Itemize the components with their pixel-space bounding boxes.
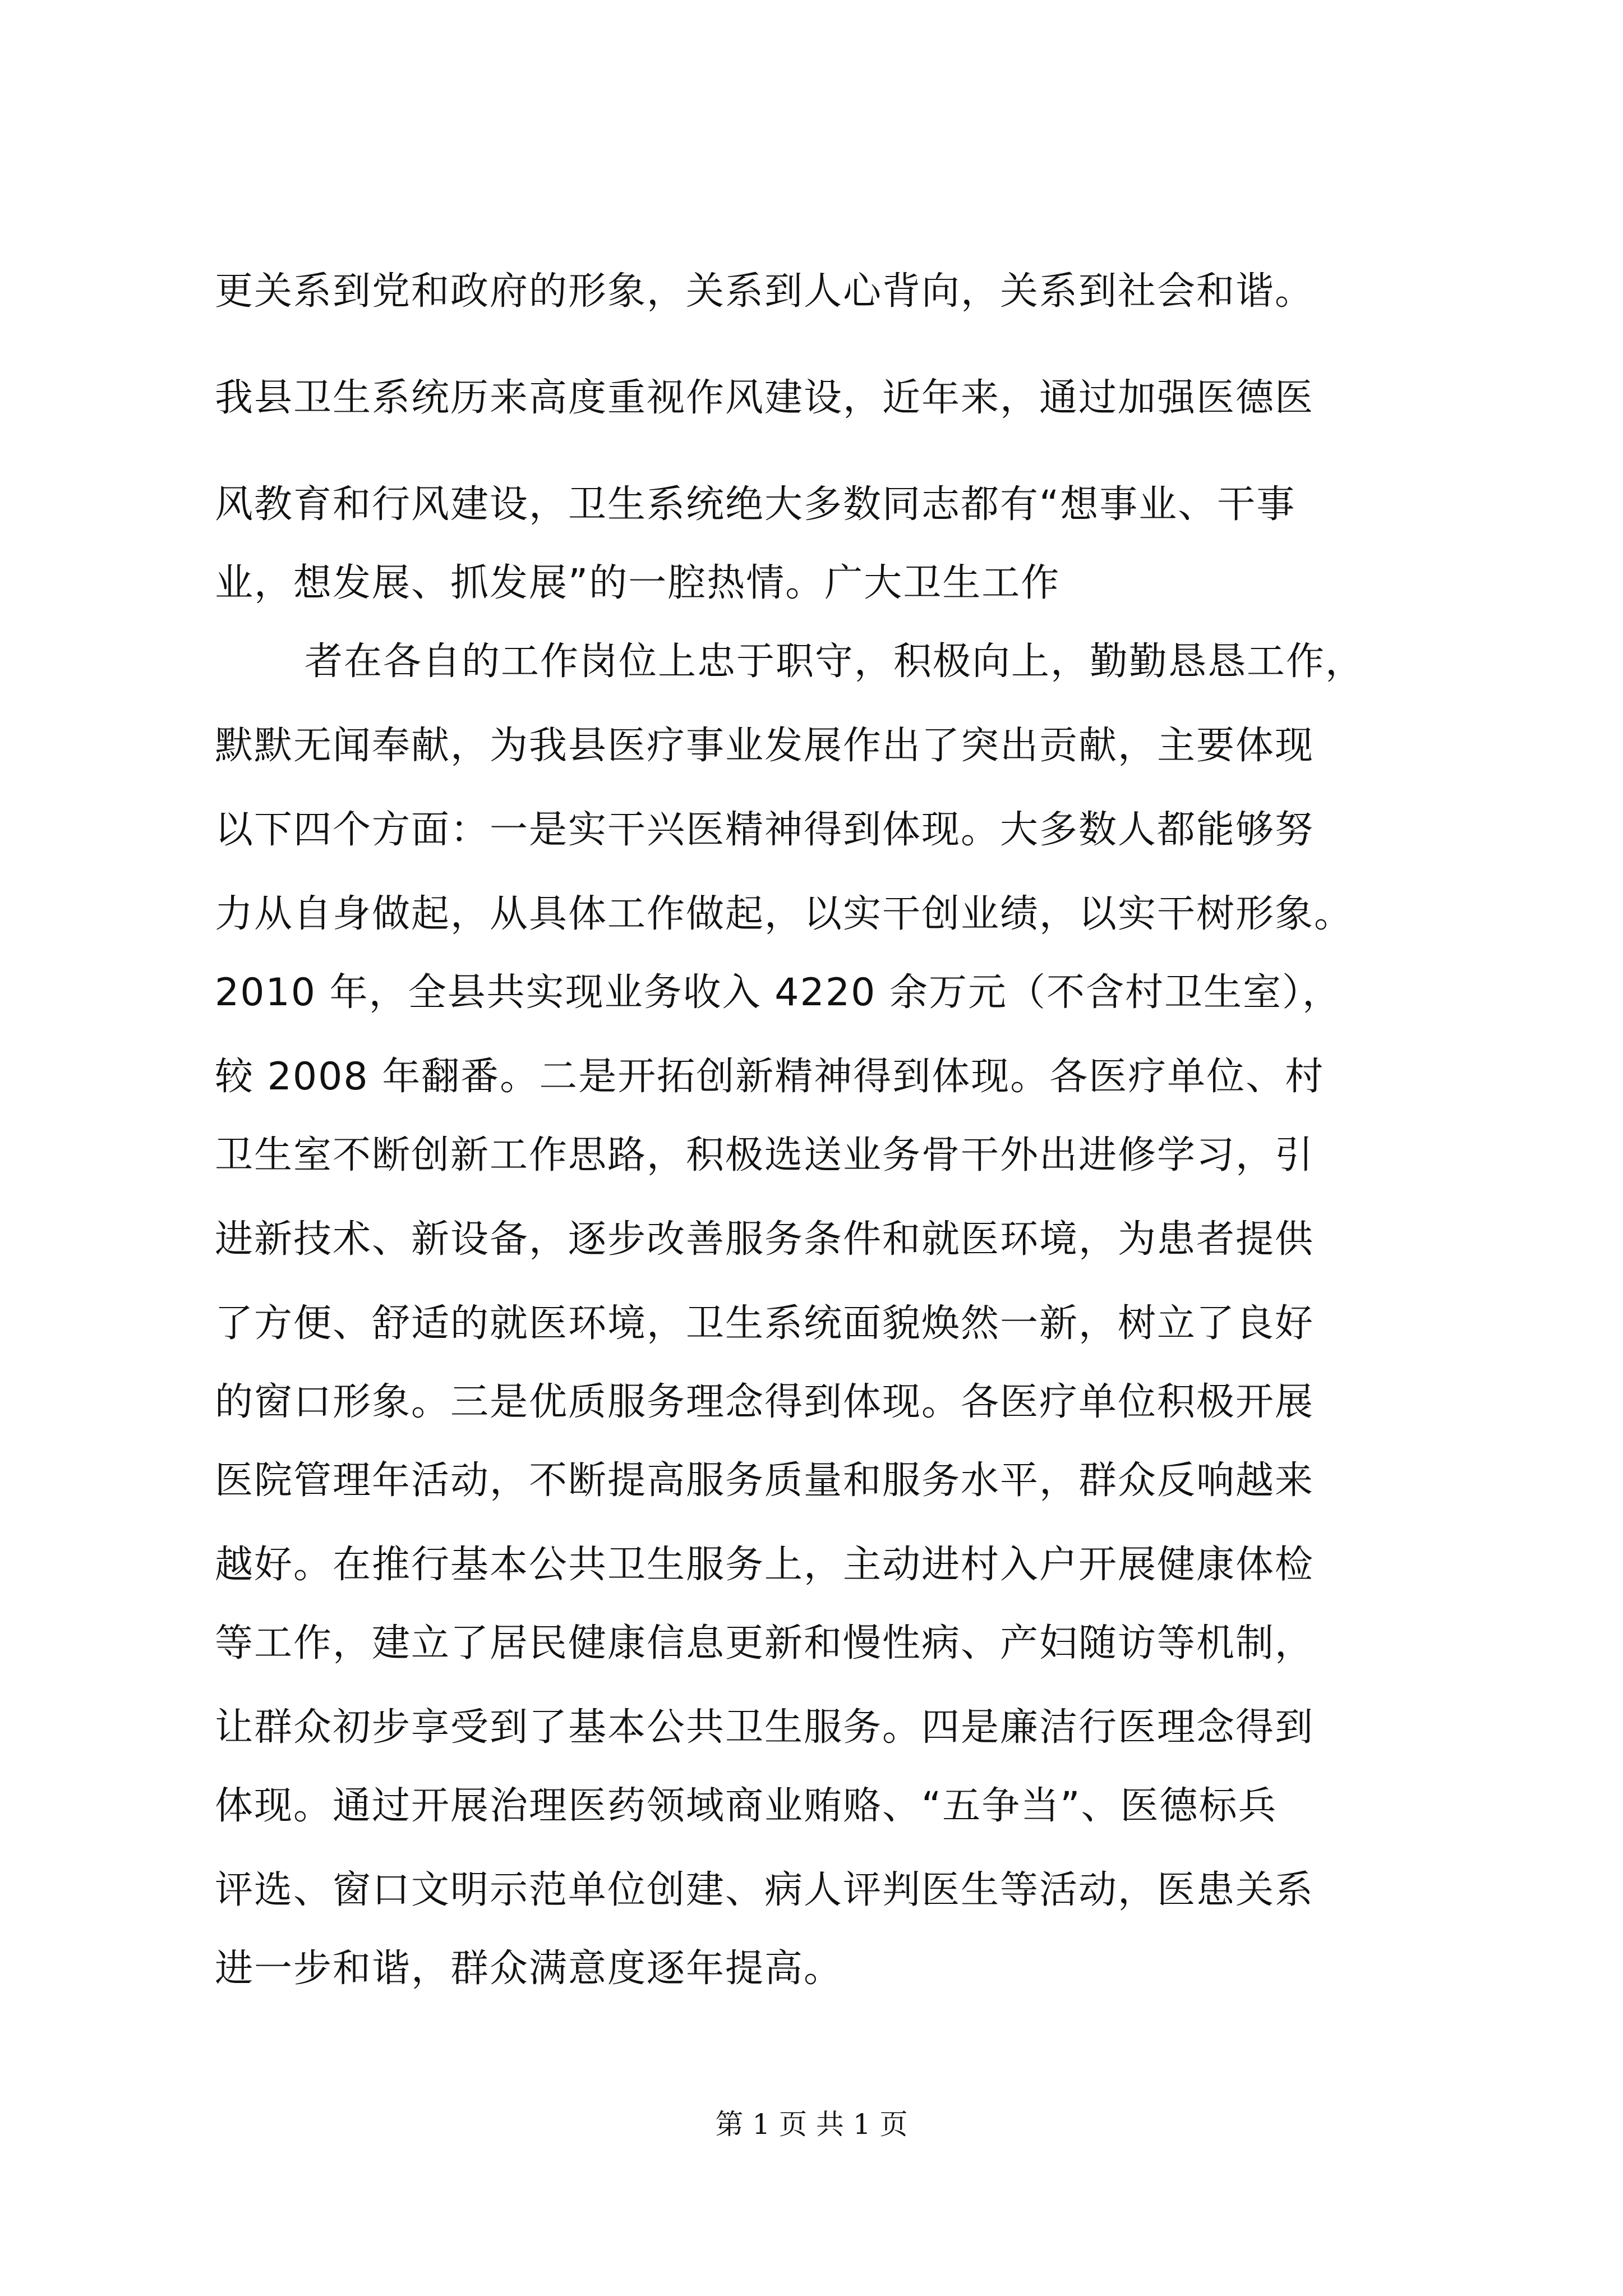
text-line: 更关系到党和政府的形象，关系到人心背向，关系到社会和谐。 (215, 269, 1315, 314)
text-line: 进一步和谐，群众满意度逐年提高。 (215, 1947, 843, 1991)
text-line: 2010 年，全县共实现业务收入 4220 余万元（不含村卫生室）， (215, 970, 1341, 1015)
text-line: 医院管理年活动，不断提高服务质量和服务水平，群众反响越来 (215, 1458, 1315, 1503)
text-line: 的窗口形象。三是优质服务理念得到体现。各医疗单位积极开展 (215, 1380, 1315, 1424)
text-line: 业，想发展、抓发展”的一腔热情。广大卫生工作 (215, 561, 1061, 605)
text-line: 评选、窗口文明示范单位创建、病人评判医生等活动，医患关系 (215, 1868, 1315, 1912)
text-line: 体现。通过开展治理医药领域商业贿赂、“五争当”、医德标兵 (215, 1784, 1278, 1828)
text-line: 越好。在推行基本公共卫生服务上，主动进村入户开展健康体检 (215, 1543, 1315, 1587)
text-line: 力从自身做起，从具体工作做起，以实干创业绩，以实干树形象。 (215, 892, 1354, 936)
text-line: 以下四个方面：一是实干兴医精神得到体现。大多数人都能够努 (215, 808, 1315, 852)
text-line: 较 2008 年翻番。二是开拓创新精神得到体现。各医疗单位、村 (215, 1055, 1325, 1099)
text-line: 了方便、舒适的就医环境，卫生系统面貌焕然一新，树立了良好 (215, 1301, 1315, 1346)
text-line: 卫生室不断创新工作思路，积极选送业务骨干外出进修学习，引 (215, 1133, 1315, 1177)
text-line: 我县卫生系统历来高度重视作风建设，近年来，通过加强医德医 (215, 376, 1315, 420)
page-number-footer: 第 1 页 共 1 页 (715, 2108, 908, 2141)
text-line: 风教育和行风建设，卫生系统绝大多数同志都有“想事业、干事 (215, 482, 1296, 527)
text-line: 默默无闻奉献，为我县医疗事业发展作出了突出贡献，主要体现 (215, 724, 1315, 768)
text-line: 进新技术、新设备，逐步改善服务条件和就医环境，为患者提供 (215, 1217, 1315, 1262)
text-line: 者在各自的工作岗位上忠于职守，积极向上，勤勤恳恳工作， (305, 639, 1365, 684)
text-line: 让群众初步享受到了基本公共卫生服务。四是廉洁行医理念得到 (215, 1705, 1315, 1750)
text-line: 等工作，建立了居民健康信息更新和慢性病、产妇随访等机制， (215, 1621, 1315, 1665)
